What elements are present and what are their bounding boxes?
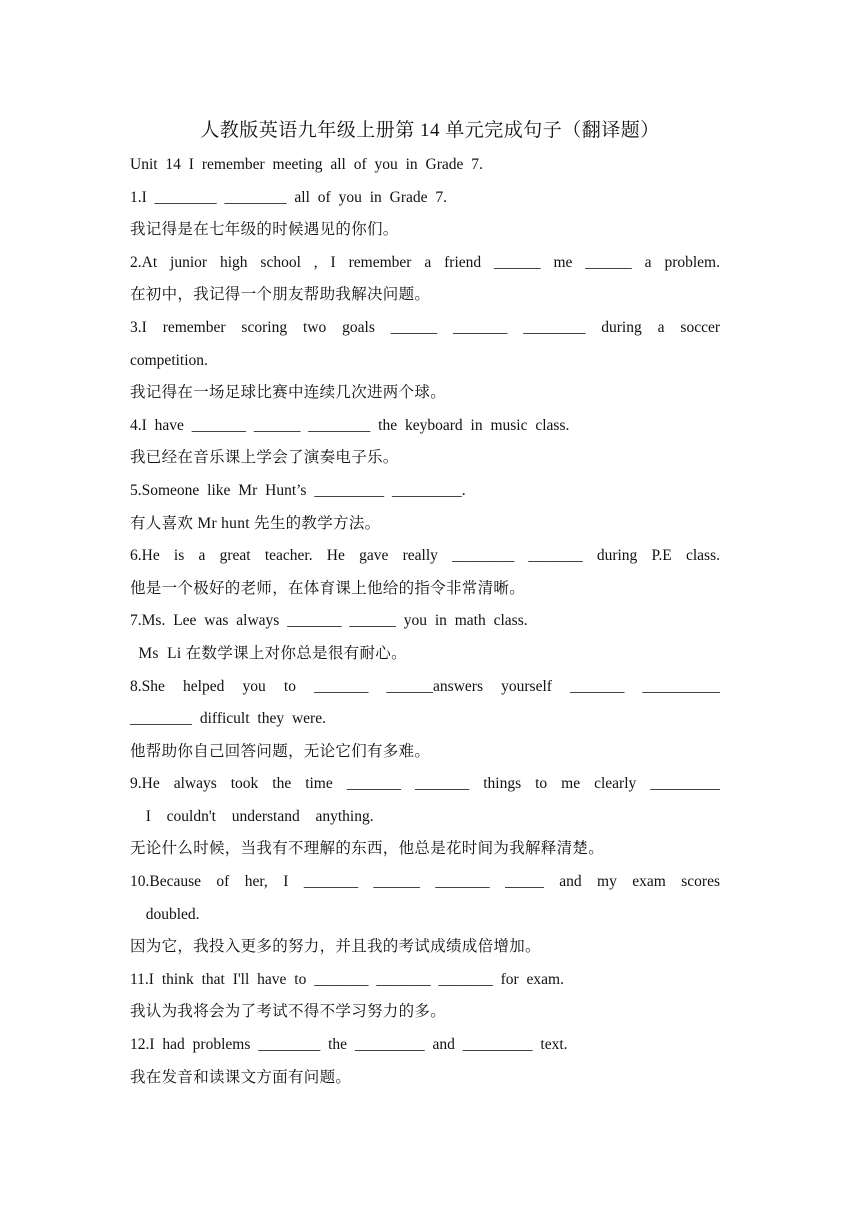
item-11-chinese: 我认为我将会为了考试不得不学习努力的多。 (130, 1003, 447, 1021)
item-9-english-continued: I couldn't understand anything. (130, 807, 374, 825)
item-8-english-continued: ________ difficult they were. (130, 710, 326, 728)
item-9-english: 9.He always took the time _______ _______ things to me clearly _________ (130, 775, 720, 793)
item-3-chinese: 我记得在一场足球比赛中连续几次进两个球。 (130, 384, 447, 402)
item-9-chinese: 无论什么时候，当我有不理解的东西，他总是花时间为我解释清楚。 (130, 840, 605, 858)
item-4-english: 4.I have _______ ______ ________ the keyboard in music class. (130, 416, 570, 434)
item-1-chinese: 我记得是在七年级的时候遇见的你们。 (130, 221, 399, 239)
item-5-chinese: 有人喜欢 Mr hunt 先生的教学方法。 (130, 514, 381, 532)
item-3-english-continued: competition. (130, 351, 208, 369)
unit-line: Unit 14 I remember meeting all of you in Grade 7. (130, 156, 483, 173)
item-6-english: 6.He is a great teacher. He gave really ________ _______ during P.E class. (130, 547, 720, 565)
item-12-english: 12.I had problems ________ the _________ and _________ text. (130, 1036, 568, 1054)
item-8-english: 8.She helped you to _______ ______answers yourself _______ __________ (130, 677, 720, 695)
item-10-chinese: 因为它，我投入更多的努力，并且我的考试成绩成倍增加。 (130, 938, 541, 956)
item-10-english-continued: doubled. (130, 905, 200, 923)
item-11-english: 11.I think that I'll have to _______ _______ _______ for exam. (130, 970, 564, 988)
item-7-chinese: Ms Li 在数学课上对你总是很有耐心。 (130, 644, 407, 662)
document-title: 人教版英语九年级上册第 14 单元完成句子（翻译题） (200, 120, 660, 141)
item-5-english: 5.Someone like Mr Hunt’s _________ _________. (130, 481, 466, 499)
item-6-chinese: 他是一个极好的老师，在体育课上他给的指令非常清晰。 (130, 579, 526, 597)
item-2-english: 2.At junior high school , I remember a friend ______ me ______ a problem. (130, 253, 720, 271)
item-8-chinese: 他帮助你自己回答问题，无论它们有多难。 (130, 742, 431, 760)
document-body (130, 153, 720, 1098)
item-2-chinese: 在初中，我记得一个朋友帮助我解决问题。 (130, 286, 431, 304)
item-7-english: 7.Ms. Lee was always _______ ______ you in math class. (130, 612, 528, 630)
item-12-chinese: 我在发音和读课文方面有问题。 (130, 1068, 352, 1086)
item-10-english: 10.Because of her, I _______ ______ _______ _____ and my exam scores (130, 873, 720, 891)
item-1-english: 1.I ________ ________ all of you in Grade 7. (130, 188, 447, 206)
item-4-chinese: 我已经在音乐课上学会了演奏电子乐。 (130, 449, 399, 467)
item-3-english: 3.I remember scoring two goals ______ _______ ________ during a soccer (130, 318, 720, 336)
